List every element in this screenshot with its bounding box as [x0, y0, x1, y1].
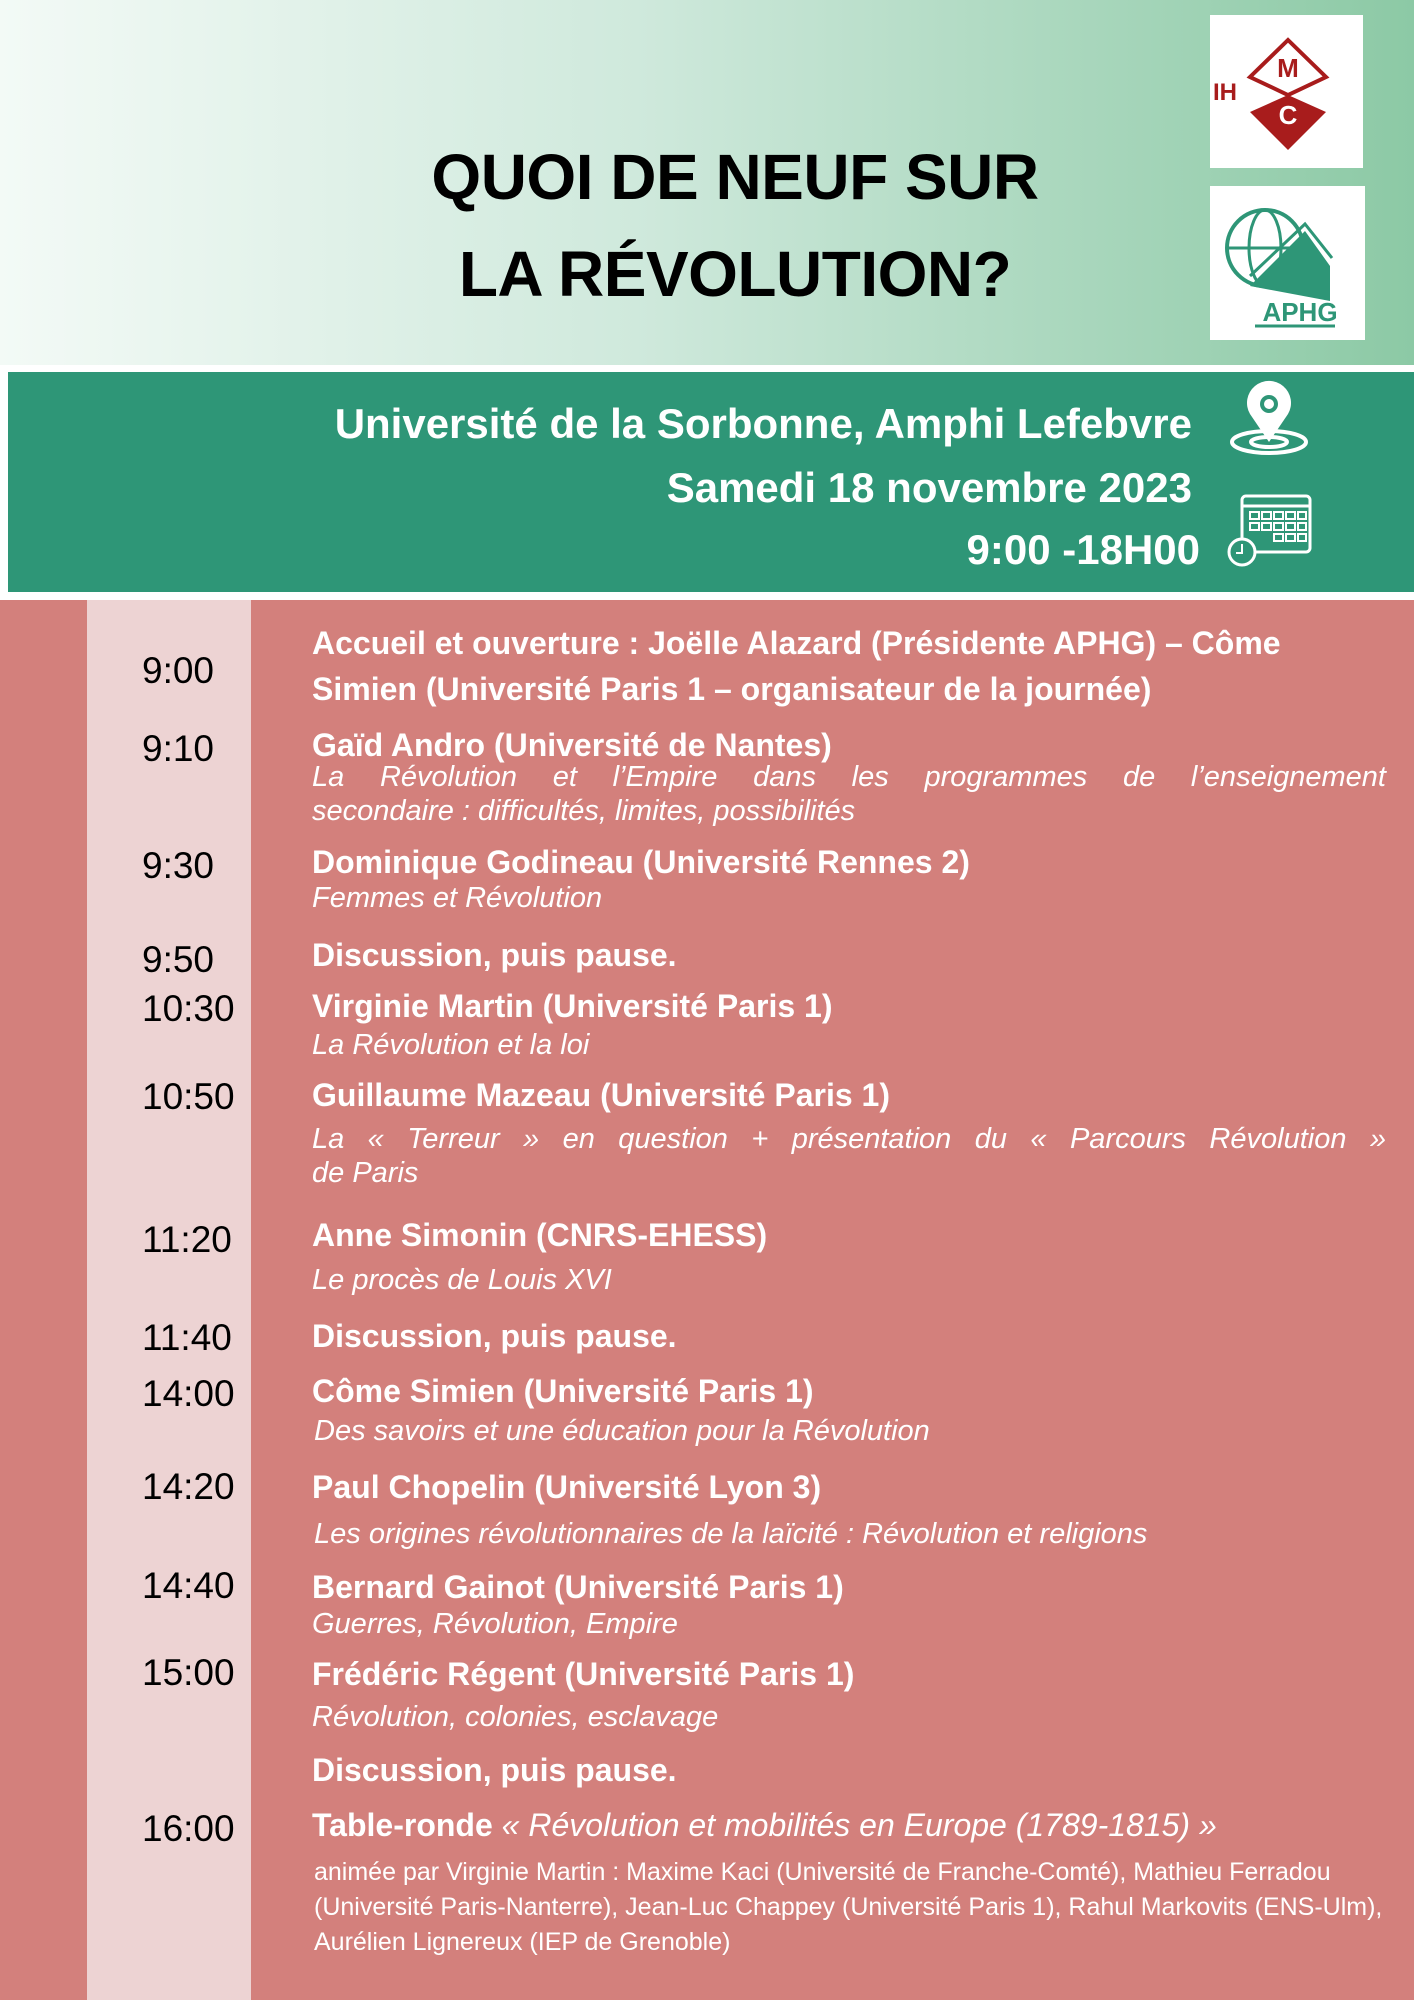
round-table-label: Table-ronde	[312, 1807, 493, 1843]
venue: Université de la Sorbonne, Amphi Lefebvre	[334, 400, 1192, 447]
location-pin-icon	[1228, 376, 1310, 458]
header	[0, 0, 1414, 365]
round-table-participants: animée par Virginie Martin : Maxime Kaci (Université de Franche-Comté), Mathieu Ferradou (Université Paris-Nanterre), Jean-Luc Chappey (Université Paris 1), Rahul Markovits (ENS-Ulm), Aurélien Lignereux (IEP de Grenoble)	[314, 1858, 1383, 1956]
title-line-1: QUOI DE NEUF SUR	[431, 141, 1039, 213]
program-title: Guillaume Mazeau (Université Paris 1)	[312, 1077, 890, 1113]
program-subtitle: La Révolution et la loi	[312, 1029, 590, 1061]
program-subtitle: Le procès de Louis XVI	[312, 1264, 612, 1296]
program-subtitle: secondaire : difficultés, limites, possibilités	[312, 795, 856, 827]
time: 9:00	[142, 650, 215, 691]
program-title: Paul Chopelin (Université Lyon 3)	[312, 1469, 822, 1505]
round-table-theme: « Révolution et mobilités en Europe (1789-1815) »	[501, 1807, 1217, 1843]
time: 10:30	[142, 988, 235, 1029]
program-title: Accueil et ouverture : Joëlle Alazard (Présidente APHG) – Côme Simien (Université Paris 1 – organisateur de la journée)	[312, 625, 1281, 707]
aphg-logo	[1210, 186, 1365, 340]
time: 14:40	[142, 1565, 235, 1606]
program-title: Virginie Martin (Université Paris 1)	[312, 988, 833, 1024]
time-column	[87, 600, 251, 2000]
round-table-title	[312, 1802, 1386, 1848]
program-subtitle: de Paris	[312, 1157, 419, 1189]
program-subtitle: Révolution, colonies, esclavage	[312, 1701, 719, 1733]
program-title: Frédéric Régent (Université Paris 1)	[312, 1656, 855, 1692]
date: Samedi 18 novembre 2023	[666, 464, 1192, 511]
event-info-band	[8, 372, 1414, 592]
time: 9:10	[142, 728, 215, 769]
title-line-2: LA RÉVOLUTION?	[458, 238, 1012, 310]
time: 14:20	[142, 1466, 235, 1507]
time: 14:00	[142, 1373, 235, 1414]
program-title: Gaïd Andro (Université de Nantes)	[312, 727, 832, 763]
time: 9:50	[142, 939, 215, 980]
time: 10:50	[142, 1076, 235, 1117]
program-title: Discussion, puis pause.	[312, 1318, 677, 1354]
time: 9:30	[142, 845, 215, 886]
time: 11:40	[142, 1317, 232, 1358]
program-title: Anne Simonin (CNRS-EHESS)	[312, 1217, 768, 1253]
program-title: Bernard Gainot (Université Paris 1)	[312, 1569, 844, 1605]
program-subtitle: Femmes et Révolution	[312, 882, 603, 914]
program-subtitle: Des savoirs et une éducation pour la Révolution	[314, 1415, 930, 1447]
svg-text:C: C	[1278, 100, 1298, 130]
svg-text:M: M	[1277, 53, 1299, 83]
program-subtitle: Les origines révolutionnaires de la laïcité : Révolution et religions	[314, 1518, 1148, 1550]
program-title: Dominique Godineau (Université Rennes 2)	[312, 844, 970, 880]
hours: 9:00 -18H00	[966, 526, 1200, 573]
svg-text:APHG: APHG	[1262, 297, 1338, 327]
program-title: Côme Simien (Université Paris 1)	[312, 1373, 814, 1409]
calendar-clock-icon	[1226, 488, 1316, 568]
time: 15:00	[142, 1652, 235, 1693]
program-subtitle: La Révolution et l’Empire dans les programmes de l’enseignement	[312, 761, 1386, 793]
ihmc-logo	[1210, 15, 1363, 168]
program-subtitle: Guerres, Révolution, Empire	[312, 1608, 678, 1640]
svg-text:IH: IH	[1213, 79, 1237, 106]
time: 16:00	[142, 1808, 235, 1849]
program-title: Discussion, puis pause.	[312, 937, 677, 973]
program-subtitle: La « Terreur » en question + présentation du « Parcours Révolution »	[312, 1123, 1386, 1155]
program-title: Discussion, puis pause.	[312, 1752, 677, 1788]
time: 11:20	[142, 1219, 232, 1260]
